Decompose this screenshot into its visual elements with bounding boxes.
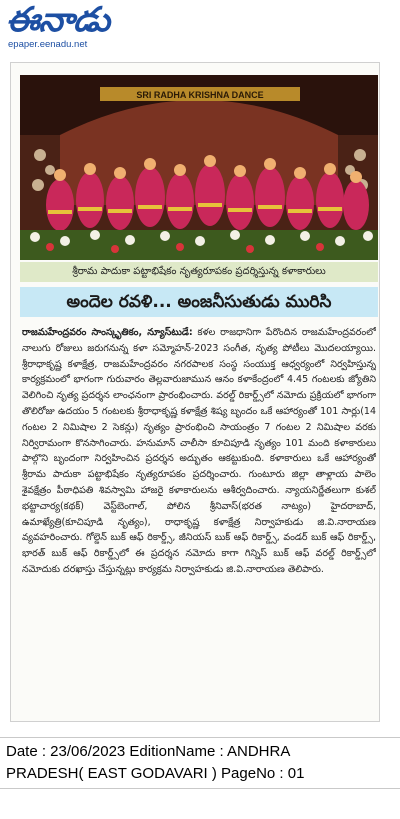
article-paragraph <box>22 325 376 578</box>
edition-footer <box>6 741 396 785</box>
photo-caption: శ్రీరామ పాదుకా పట్టాభిషేకం నృత్యరూపకం ప్రదర్శిస్తున్న కళాకారులు <box>20 262 378 282</box>
stage-banner: SRI RADHA KRISHNA DANCE <box>136 90 264 100</box>
article-headline: అందెల రవళి... అంజనీసుతుడు మురిసి <box>20 287 378 317</box>
footer-divider-top <box>0 737 400 738</box>
footer-divider-bottom <box>0 788 400 789</box>
article-body <box>22 325 376 717</box>
dateline: రాజమహేంద్రవరం సాంస్కృతికం, న్యూస్‌టుడే: <box>22 327 193 338</box>
footer-region-page: PRADESH( EAST GODAVARI ) PageNo : 01 <box>6 765 305 782</box>
masthead <box>6 2 146 52</box>
epaper-url[interactable]: epaper.eenadu.net <box>8 39 88 50</box>
article-text: కళల రాజధానిగా పేరొందిన రాజమహేంద్రవరంలో నాలుగు రోజులు జరుగనున్న కళా సమ్మోహన్-2023 సంగీత, నృత్య పోటీలు మొదలయ్యాయి. శ్రీరాధాకృష్ణ కళాక్షేత్ర, రాజమహేంద్రవరం నగరపాలక సంస్థ సంయుక్త ఆధ్వర్యంలో నిర్వహిస్తున్న కార్యక్రమంలో భాగంగా గురువారం తెల్లవారుజామున ఆనం కళాకేంద్రంలో 4.45 గంటలకు జ్యోతిని వెలిగించి నృత్య ప్రదర్శన లాంఛనంగా ప్రారంభించారు. వరల్డ్ రికార్డ్స్‌లో నమోదు ప్రక్రియలో భాగంగా తొలిరోజు ఉదయం 5 గంటలకు శ్రీరాధాకృష్ణ కళాక్షేత్ర శిష్య బృందం ఒకే ఆహార్యంతో 101 సార్లు(14 గంటల 2 నిమిషాల 2 సెకన్లు) నృత్యం ప్రారంభించి సాయంత్రం 7 గంటల 2 నిమిషాల వరకు నిర్విరామంగా కొనసాగించారు. హనుమాన్ చాలీసా కూచిపూడి నృత్యం 101 మంది కళాకారులు పాల్గొని బృందంగా నిర్వహించిన ప్రదర్శన అద్భుతం ఆకట్టుకుంది. కళాకారులు ఒకే ఆహార్యంతో శ్రీరామ పాదుకా పట్టాభిషేకం నృత్యరూపకం ప్రదర్శించారు. గుంటూరు జిల్లా తాళ్లాయ పాలెం శైవక్షేత్రం పీఠాధిపతి శివస్వామి హాజరై కళాకారులను ఆశీర్వదించారు. న్యాయనిర్ణేతలుగా కుశల్ భట్టాచార్య(కథక్) వెస్ట్‌బెంగాల్, పోలిన శ్రీనివాస్(భరత నాట్యం) హైదరాబాద్, ఉమాఖ్యేత్రి(కూచిపూడి నృత్యం), రాధాకృష్ణ కళాక్షేత్ర నిర్వాహకుడు జి.వి.నారాయణ వ్యవహరించారు. గోల్డెన్ బుక్ ఆఫ్ రికార్డ్స్, జీనియస్ బుక్ ఆఫ్ రికార్డ్స్, వండర్ బుక్ ఆఫ్ రికార్డ్స్, భారత్ బుక్ ఆఫ్ రికార్డ్స్‌లో ఈ ప్రదర్శన నమోదు కాగా గిన్నిస్ బుక్ ఆఫ్ వరల్డ్ రికార్డ్స్‌లో నమోదుకు దరఖాస్తు చేస్తున్నట్లు కార్యక్రమ నిర్వాహకుడు జి.వి.నారాయణ తెలిపారు. <box>22 327 376 575</box>
footer-date-edition: Date : 23/06/2023 EditionName : ANDHRA <box>6 743 291 760</box>
eenadu-logo: ఈనాడు <box>6 0 110 40</box>
dancers-stage-photo <box>20 75 378 260</box>
article-photo <box>20 75 378 260</box>
